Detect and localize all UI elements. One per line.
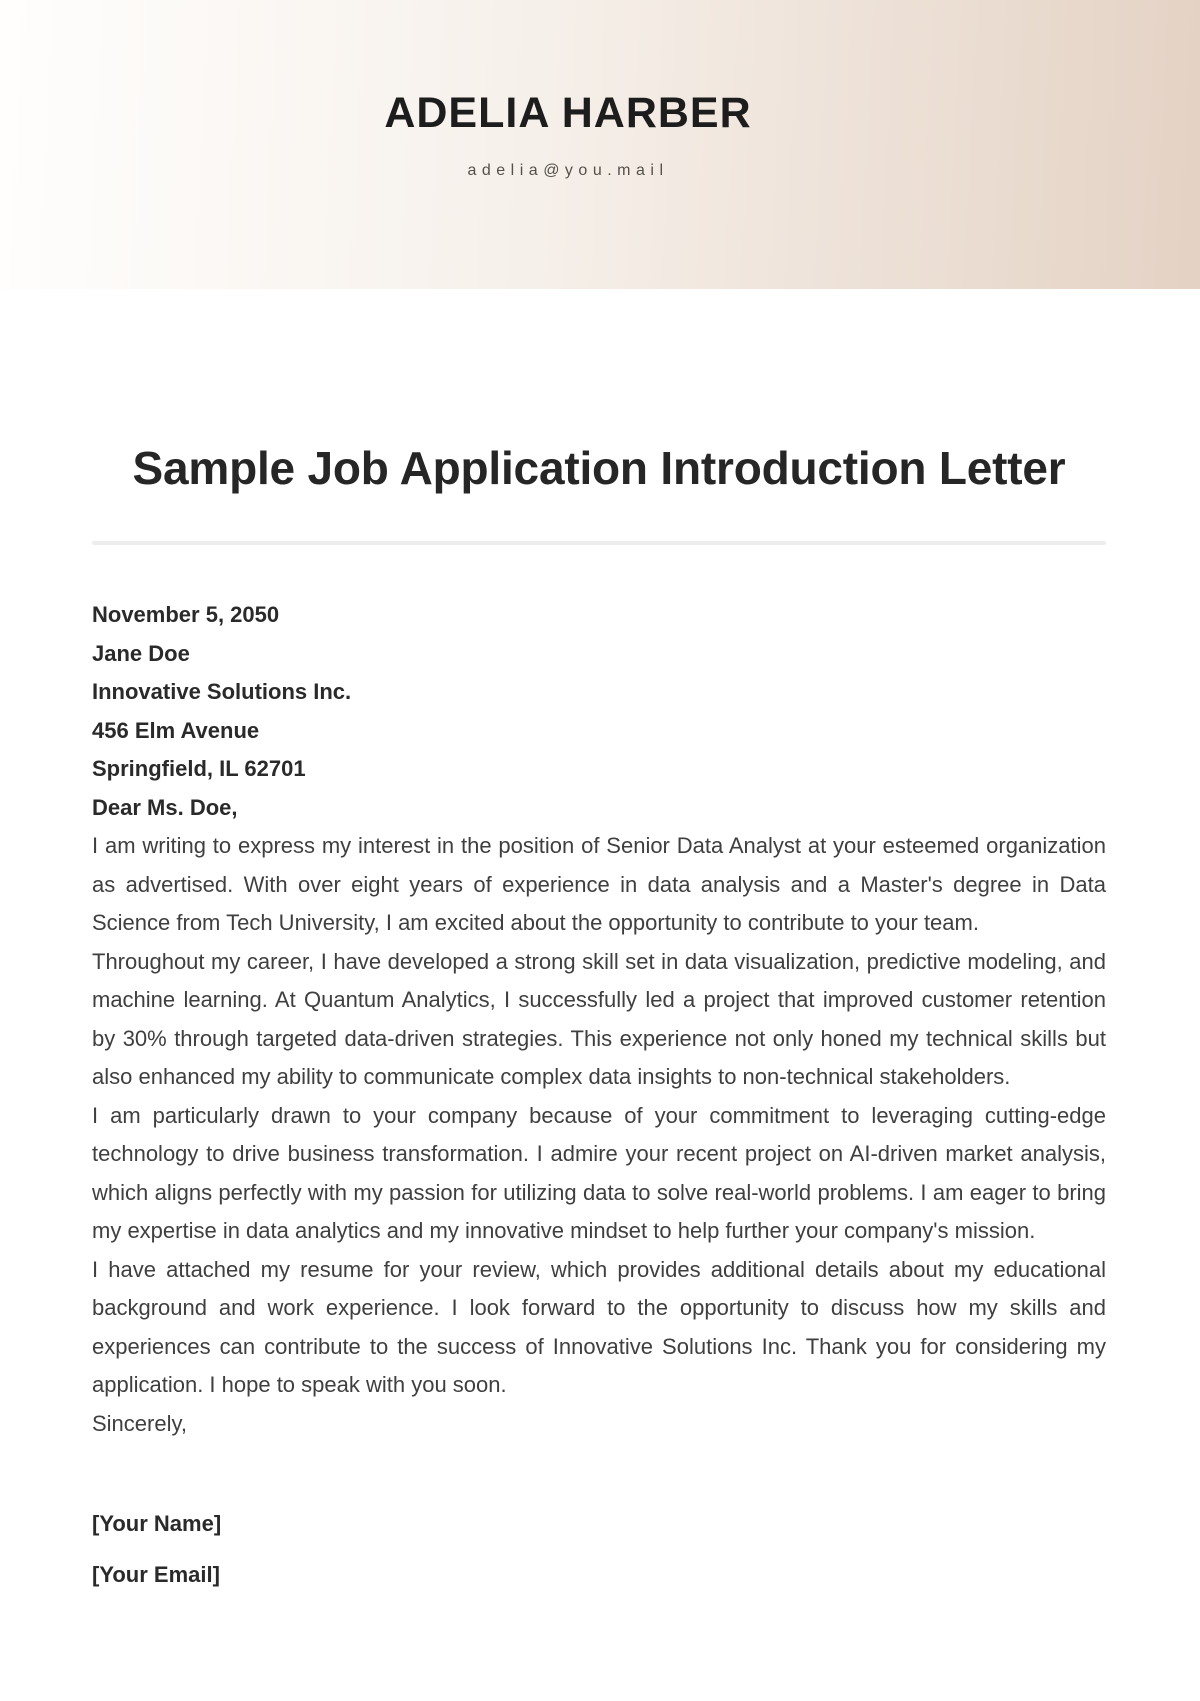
recipient-block bbox=[92, 635, 1106, 789]
recipient-line: Jane Doe bbox=[92, 640, 190, 666]
title-divider bbox=[92, 541, 1106, 545]
recipient-line: 456 Elm Avenue bbox=[92, 717, 260, 743]
letter-content bbox=[0, 289, 1200, 1594]
signature-line: [Your Email] bbox=[92, 1561, 220, 1587]
letter-paragraph: I am writing to express my interest in the position of Senior Data Analyst at your esteemed organization as advertised. With over eight years of experience in data analysis and a Master's degree in Data Science from Tech University, I am excited about the opportunity to contribute to your team. bbox=[92, 833, 1106, 935]
letterhead bbox=[0, 0, 1200, 289]
signature-line: [Your Name] bbox=[92, 1511, 222, 1536]
signature-block bbox=[92, 1505, 1106, 1594]
recipient-line: Innovative Solutions Inc. bbox=[92, 679, 352, 704]
letter-date: November 5, 2050 bbox=[92, 602, 280, 627]
recipient-line: Springfield, IL 62701 bbox=[92, 756, 306, 781]
sender-name: ADELIA HARBER bbox=[384, 89, 752, 137]
document-title: Sample Job Application Introduction Letter bbox=[132, 442, 1066, 494]
salutation: Dear Ms. Doe, bbox=[92, 794, 238, 820]
sender-email: adelia@you.mail bbox=[467, 162, 669, 179]
letter-body bbox=[92, 596, 1106, 1594]
letter-paragraph: I have attached my resume for your review, which provides additional details about my educational background and work experience. I look forward to the opportunity to discuss how my skills and experiences can contribute to the success of Innovative Solutions Inc. Thank you for considering my application. I hope to speak with you soon. bbox=[92, 1256, 1106, 1397]
letter-paragraph: I am particularly drawn to your company because of your commitment to leveraging cutting-edge technology to drive business transformation. I admire your recent project on AI-driven market analysis, which aligns perfectly with my passion for utilizing data to solve real-world problems. I am eager to bring my expertise in data analytics and my innovative mindset to help further your company's mission. bbox=[92, 1102, 1106, 1243]
closing-line: Sincerely, bbox=[92, 1410, 187, 1436]
paragraphs-block bbox=[92, 827, 1106, 1405]
letter-paragraph: Throughout my career, I have developed a strong skill set in data visualization, predictive modeling, and machine learning. At Quantum Analytics, I successfully led a project that improved customer retention by 30% through targeted data-driven strategies. This experience not only honed my technical skills but also enhanced my ability to communicate complex data insights to non-technical stakeholders. bbox=[92, 948, 1106, 1089]
